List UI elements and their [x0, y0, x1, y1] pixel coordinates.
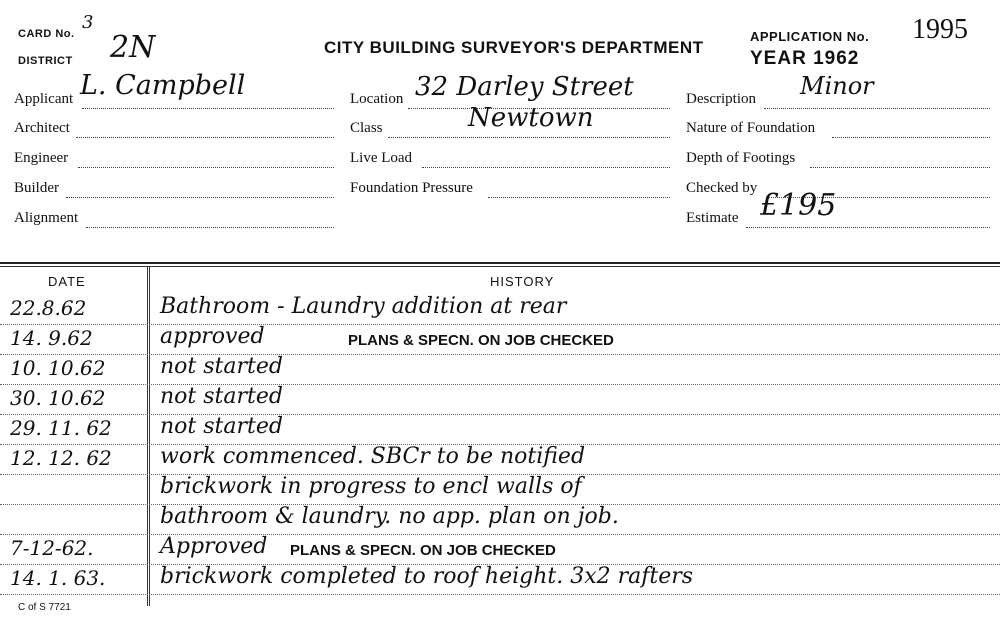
- checked-by-label: Checked by: [686, 180, 758, 196]
- card-no-value: 3: [82, 12, 94, 33]
- location-label: Location: [350, 91, 404, 107]
- history-row-rule: [0, 354, 1000, 355]
- history-row-entry: approved: [160, 324, 265, 349]
- history-row-date: 10. 10.62: [10, 356, 106, 380]
- estimate-line: [746, 227, 990, 228]
- applicant-label: Applicant: [14, 91, 74, 107]
- history-row-date: 12. 12. 62: [10, 446, 112, 470]
- builder-line: [66, 197, 334, 198]
- live-load-line: [422, 167, 670, 168]
- history-row-entry: not started: [160, 414, 283, 439]
- history-row-entry: brickwork in progress to encl walls of: [160, 474, 582, 499]
- district-value: 2N: [110, 30, 156, 65]
- history-top-rule-2: [0, 266, 1000, 267]
- engineer-label: Engineer: [14, 150, 69, 166]
- history-row-entry: brickwork completed to roof height. 3x2 rafters: [160, 564, 694, 589]
- applicant-value: L. Campbell: [80, 70, 246, 101]
- history-row-date: 14. 9.62: [10, 326, 93, 350]
- district-label: DISTRICT: [18, 55, 73, 67]
- foundation-pressure-line: [488, 197, 670, 198]
- application-number: 1995: [912, 14, 968, 45]
- history-row-entry: not started: [160, 384, 283, 409]
- history-row-entry: Bathroom - Laundry addition at rear: [160, 294, 567, 319]
- date-column-header: DATE: [48, 274, 86, 289]
- history-row-rule: [0, 384, 1000, 385]
- depth-of-footings-line: [810, 167, 990, 168]
- history-row-stamp: PLANS & SPECN. ON JOB CHECKED: [290, 542, 556, 559]
- applicant-line: [82, 108, 334, 109]
- history-row-rule: [0, 534, 1000, 535]
- foundation-pressure-label: Foundation Pressure: [350, 180, 473, 196]
- history-row-rule: [0, 414, 1000, 415]
- estimate-value: £195: [760, 188, 837, 223]
- history-column-header: HISTORY: [490, 274, 555, 289]
- history-row-stamp: PLANS & SPECN. ON JOB CHECKED: [348, 332, 614, 349]
- history-row-rule: [0, 324, 1000, 325]
- description-label: Description: [686, 91, 756, 107]
- history-row-date: 22.8.62: [10, 296, 87, 320]
- history-row-entry: Approved: [160, 534, 268, 559]
- form-number: C of S 7721: [18, 602, 71, 613]
- history-row-date: 14. 1. 63.: [10, 566, 106, 590]
- history-row-entry: bathroom & laundry. no app. plan on job.: [160, 504, 619, 529]
- description-line: [764, 108, 990, 109]
- history-row-entry: work commenced. SBCr to be notified: [160, 444, 586, 469]
- history-row-date: 7-12-62.: [10, 536, 94, 560]
- description-value: Minor: [800, 72, 874, 100]
- department-title: CITY BUILDING SURVEYOR'S DEPARTMENT: [324, 38, 704, 57]
- architect-label: Architect: [14, 120, 70, 136]
- depth-of-footings-label: Depth of Footings: [686, 150, 796, 166]
- class-line: [388, 137, 670, 138]
- location-value: 32 Darley Street: [415, 72, 634, 102]
- alignment-label: Alignment: [14, 210, 79, 226]
- live-load-label: Live Load: [350, 150, 413, 166]
- class-label: Class: [350, 120, 383, 136]
- nature-of-foundation-line: [832, 137, 990, 138]
- estimate-label: Estimate: [686, 210, 739, 226]
- history-row-date: 29. 11. 62: [10, 416, 112, 440]
- year-label: YEAR 1962: [750, 48, 860, 69]
- engineer-line: [78, 167, 334, 168]
- application-label: APPLICATION No.: [750, 29, 870, 44]
- history-row-rule: [0, 594, 1000, 595]
- history-row-date: 30. 10.62: [10, 386, 106, 410]
- date-history-divider: [147, 266, 150, 606]
- architect-line: [76, 137, 334, 138]
- builder-label: Builder: [14, 180, 59, 196]
- history-row-entry: not started: [160, 354, 283, 379]
- history-top-rule: [0, 262, 1000, 264]
- card-no-label: CARD No.: [18, 28, 75, 40]
- alignment-line: [86, 227, 334, 228]
- nature-of-foundation-label: Nature of Foundation: [686, 120, 816, 136]
- class-value: Newtown: [468, 103, 594, 133]
